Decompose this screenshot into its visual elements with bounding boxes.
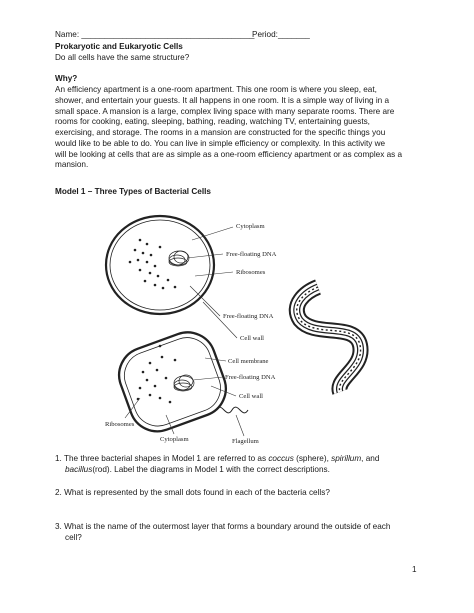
- ribosome-dots: [137, 345, 177, 404]
- q1-bacillus: bacillus: [65, 464, 93, 474]
- page-number: 1: [412, 565, 417, 574]
- flagellum: [216, 407, 248, 413]
- name-field[interactable]: Name: ______________________________________: [55, 30, 255, 39]
- q3-line1: 3. What is the name of the outermost layer that forms a boundary around the outside of each: [55, 522, 391, 531]
- question-3: [55, 522, 390, 543]
- label-flagellum: Flagellum: [232, 438, 259, 445]
- label-ribosomes-left: Ribosomes: [105, 421, 135, 428]
- label-dna-low: Free-floating DNA: [225, 374, 276, 381]
- page-title: Prokaryotic and Eukaryotic Cells: [55, 42, 183, 51]
- model-heading: Model 1 – Three Types of Bacterial Cells: [55, 187, 211, 196]
- q1-text-b: (sphere),: [293, 454, 332, 463]
- label-cytoplasm-top: Cytoplasm: [236, 223, 265, 230]
- label-ribosomes-top: Ribosomes: [236, 269, 266, 276]
- dna-coil: [174, 375, 194, 391]
- label-cell-membrane: Cell membrane: [228, 358, 269, 365]
- q1-text-a: The three bacterial shapes in Model 1 are referred to as: [63, 454, 269, 463]
- why-line: would like to be able to do. You can live in simple efficiency or complexity. In this activity we: [55, 138, 386, 148]
- q1-text-d: (rod). Label the diagrams in Model 1 with the correct descriptions.: [92, 464, 330, 474]
- q1-text-c: , and: [361, 454, 380, 463]
- why-line: rooms for cooking, eating, sleeping, bathing, reading, watching TV, entertaining guests,: [55, 117, 370, 127]
- label-cell-wall-low: Cell wall: [239, 393, 263, 400]
- label-cell-wall-mid: Cell wall: [240, 335, 264, 342]
- coccus-cell: [106, 216, 214, 314]
- label-dna-top: Free-floating DNA: [226, 251, 277, 258]
- why-line: mansion.: [55, 160, 89, 170]
- q1-spirillum: spirillum: [331, 454, 362, 463]
- why-heading: Why?: [55, 74, 78, 83]
- label-dna-mid: Free-floating DNA: [223, 313, 274, 320]
- page-subtitle: Do all cells have the same structure?: [55, 53, 190, 62]
- q1-coccus: coccus: [268, 454, 294, 463]
- ribosome-dots: [129, 239, 177, 290]
- label-cytoplasm-bottom: Cytoplasm: [160, 436, 189, 443]
- why-line: An efficiency apartment is a one-room apartment. This one room is where you sleep, eat,: [55, 85, 377, 94]
- why-line: shower, and entertain your guests. It all happens in one room. It is a simple way of living in a: [55, 95, 390, 105]
- q1-number: 1.: [55, 454, 62, 463]
- why-line: small space. A mansion is a large, complex living space with many separate rooms. There are: [55, 106, 395, 116]
- why-line: exercising, and storage. The rooms in a mansion are constructed for the specific things you: [55, 128, 386, 137]
- q3-line2: cell?: [65, 532, 82, 542]
- spirillum-cell: [297, 287, 361, 392]
- question-2: 2. What is represented by the small dots found in each of the bacteria cells?: [55, 488, 330, 497]
- period-field[interactable]: Period:_______: [252, 30, 310, 39]
- dna-coil: [169, 251, 189, 266]
- why-line: will be looking at cells that are as simple as a one-room efficiency apartment or as complex as a: [55, 149, 403, 159]
- question-1: [55, 454, 379, 475]
